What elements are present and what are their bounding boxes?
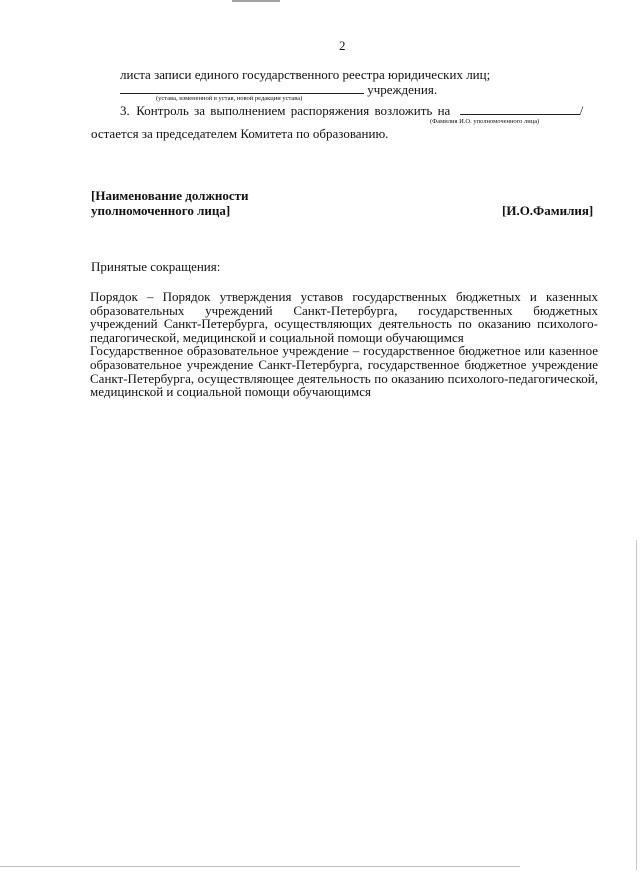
abbreviations-list [90, 290, 598, 399]
line-4: остается за председателем Комитета по образованию. [91, 126, 389, 141]
item-3-slash: / [579, 103, 584, 118]
item-3-text: Контроль за выполнением распоряжения возложить на [136, 103, 451, 118]
line-2-caption: (устава, измененной в устав, новой редакции устава) [156, 95, 303, 102]
line-1: листа записи единого государственного реестра юридических лиц; [120, 67, 491, 82]
page-number: 2 [339, 38, 346, 53]
blank-field-responsible [460, 103, 580, 115]
abbreviations-title: Принятые сокращения: [91, 259, 221, 274]
abbreviation-item: Порядок – Порядок утверждения уставов государственных бюджетных и казенных образовательных учреждений Санкт-Петербурга, государственных бюджетных учреждений Санкт-Петербурга, осуществляющих деятельность по оказанию психолого-педагогической, медицинской и социальной помощи обучающимся [90, 289, 598, 345]
abbreviation-item: Государственное образовательное учреждение – государственное бюджетное или казенное образовательное учреждение Санкт-Петербурга, государственное бюджетное учреждение Санкт-Петербурга, осуществляющее деятельность по оказанию психолого-педагогической, медицинской и социальной помощи обучающимся [90, 343, 598, 400]
signature-name: [И.О.Фамилия] [502, 203, 594, 218]
item-3-caption: (Фамилия И.О. уполномоченного лица) [430, 118, 540, 125]
signature-position-line-2: уполномоченного лица] [91, 203, 231, 218]
item-3-number: 3. [120, 103, 130, 118]
scan-artifact-top [232, 0, 280, 2]
scan-artifact-bottom [0, 866, 520, 867]
signature-position-line-1: [Наименование должности [91, 188, 249, 203]
scan-artifact-right [636, 540, 637, 870]
blank-field-statute [120, 82, 364, 94]
line-2-suffix: учреждения. [367, 82, 438, 97]
item-3 [120, 103, 583, 118]
